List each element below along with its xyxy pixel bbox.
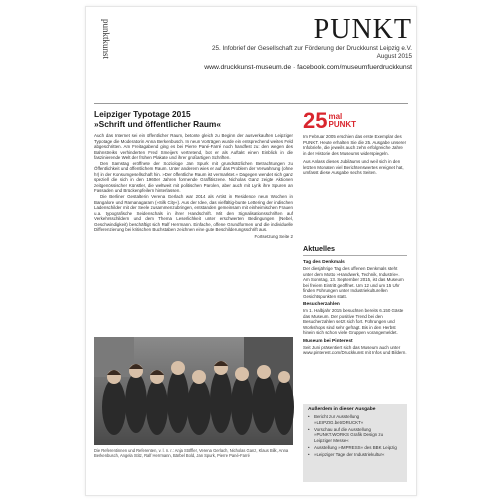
article-paragraph: Den Samstag eröffnete der Soziologe Jan Spurk mit grundsätzlichen Betrachtungen zu Öffentlichkeit und öffentlichem Raum. Unter anderem wies er auf das Problem der Verwahrung (ohne h!) in der Konsumgesellschaft hin. »Der öffentliche Raum ist vermarktet.« Dagegen wendet sich ganz speziell die sich in den 1960er Jahren formende Graffitiszene. Nicholas Ganz zeigte Aktionen zeitgenössischer Künstler, die weltweit mit politischen Parolen, aber auch mit Lyrik ihre Spuren an Fassaden und Brückenpfeilern hinterlassen.: [94, 160, 293, 194]
in-this-issue-box: [303, 404, 407, 482]
group-photo-image: [94, 337, 293, 445]
group-photo: [94, 337, 293, 445]
main-article: [94, 110, 293, 239]
list-item: • Vorschau auf die Ausstellung »PUNKT.WORKS Grafik Design zu Leipziger Messe«: [308, 427, 402, 444]
badge-paragraph: Aus Anlass dieses Jubiläums und weil sich in den letzten Monaten viel Berichtenswertes ereignet hat, umfasst diese Ausgabe sechs Seiten.: [303, 159, 404, 175]
photo-caption: Die Referentinnen und Referenten, v. l. n. r.: Anja Stöffler, Verena Gerlach, Nicholas Ganz, Klaus Bilk, Anna Berkenbusch, Angela Stitz, Ralf Herrmann, Bärbel Bold, Jan Spurk, Pierre Pané-Farré: [94, 448, 289, 458]
header-divider: [94, 103, 408, 104]
aktuelles-column: [303, 244, 407, 359]
list-item: • »Leipziger Tage der Industriekultur«: [308, 452, 402, 458]
badge-mal: mal: [328, 112, 343, 121]
news-heading: Tag des Denkmals: [303, 260, 345, 265]
list-item: • Ausstellung »IMPRESS« des BBK Leipzig: [308, 445, 402, 451]
news-heading: Besucherzahlen: [303, 302, 340, 307]
badge-label: [328, 113, 356, 129]
news-text: Seit Juni präsentiert sich das Museum auch unter www.pinterest.com/Druckkunst mit Infos und Bildern.: [303, 344, 407, 355]
badge-number: 25: [303, 108, 328, 133]
issue-date: August 2015: [376, 53, 412, 60]
in-this-issue-title: Außerdem in dieser Ausgabe: [308, 407, 376, 412]
punktkunst-logo: [90, 17, 111, 77]
news-text: Im 1. Halbjahr 2015 besuchten bereits 6.150 Gäste das Museum. Der positive Trend bei den Besucherzahlen setzt sich fort. Führungen und Workshops sind sehr gefragt. Bis in den Herbst hinein sich schon viele Gruppen vorangemeldet.: [303, 308, 404, 335]
news-heading: Museum bei Pinterest: [303, 338, 353, 344]
badge-text: [303, 134, 407, 176]
article-paragraph: Auch das Internet sei ein öffentlicher Raum, betonte gleich zu Beginn der ausverkauften Leipziger Typotage die Moderatorin Anna Berkenbusch. In neun Vorträgen wurde ein entsprechend weites Feld abgeschritten. Am Freitagabend ging es bei Pierre Pané-Farré noch handfest zu: den wegen des Bahnstreiks verhinderten Fred Smeijers vertretend, bot er als Auftakt einen Einblick in die faszinierende Welt der frühen Plakate und ihrer großartigen Schriften.: [94, 133, 293, 161]
newsletter-page: [85, 6, 417, 496]
article-paragraph: Die Berliner Gestalterin Verena Gerlach war 2014 als Artist in Residence neun Wochen in Bangalore und Ramanagaram (»Silk City«). Aus der Idee, das vielfältig-bunte Lettering der indischen Ladenschilder mit der Seele zusammenzubringen, entstanden gemeinsam mit einheimischen Frauen u.a. typografische Seidenschals in ihrer Handschrift. Mit den Signalisationsschriften auf Verkehrsschildern und dem Thema Leserlichkeit unter erschwerten Bedingungen (Nebel, Geschwindigkeit) beschäftigt sich Ralf Herrmann. Einfache, offene Grundformen und die individuelle Differenzierung bei kritischen Buchstaben zeichnen eine gute Beschilderungsschrift aus.: [94, 194, 293, 233]
article-body: [94, 133, 293, 233]
continued-note: Fortsetzung Seite 2: [254, 233, 293, 239]
newsletter-title: PUNKT: [313, 14, 412, 45]
badge-word: PUNKT: [328, 120, 357, 129]
badge-paragraph: Im Februar 2005 erschien das erste Exemplar des PUNKT. Heute erhalten Sie die 25. Ausgabe unserer Infobriefe, die jeweils auch zehn erfolgreiche Jahre in der Historie des Museums widerspiegeln.: [303, 134, 407, 156]
newsletter-subtitle: 25. Infobrief der Gesellschaft zur Förderung der Druckkunst Leipzig e.V.: [212, 45, 412, 52]
article-kicker: Leipziger Typotage 2015: [94, 109, 191, 119]
article-headline: »Schrift und öffentlicher Raum«: [94, 118, 222, 129]
in-this-issue-list: [303, 414, 407, 457]
aktuelles-title: Aktuelles: [303, 244, 407, 256]
list-item: • Bericht zur Ausstellung »LEIPZIG.betrDRUCKT«: [308, 414, 402, 425]
svg-text:punktkunst: punktkunst: [101, 19, 111, 60]
masthead: [126, 15, 412, 72]
web-links: www.druckkunst-museum.de · facebook.com/museumfuerdruckkunst: [204, 64, 412, 71]
news-text: Der diesjährige Tag des offenen Denkmals steht unter dem Motto »Handwerk, Technik, Industrie«. Am Sonntag, 13. September 2015, ist das Museum bei freiem Eintritt geöffnet. Um 12 und um 15 Uhr finden Führungen unter Industriekulturellen Gesichtspunkten statt.: [303, 266, 404, 299]
anniversary-badge: [303, 110, 407, 179]
